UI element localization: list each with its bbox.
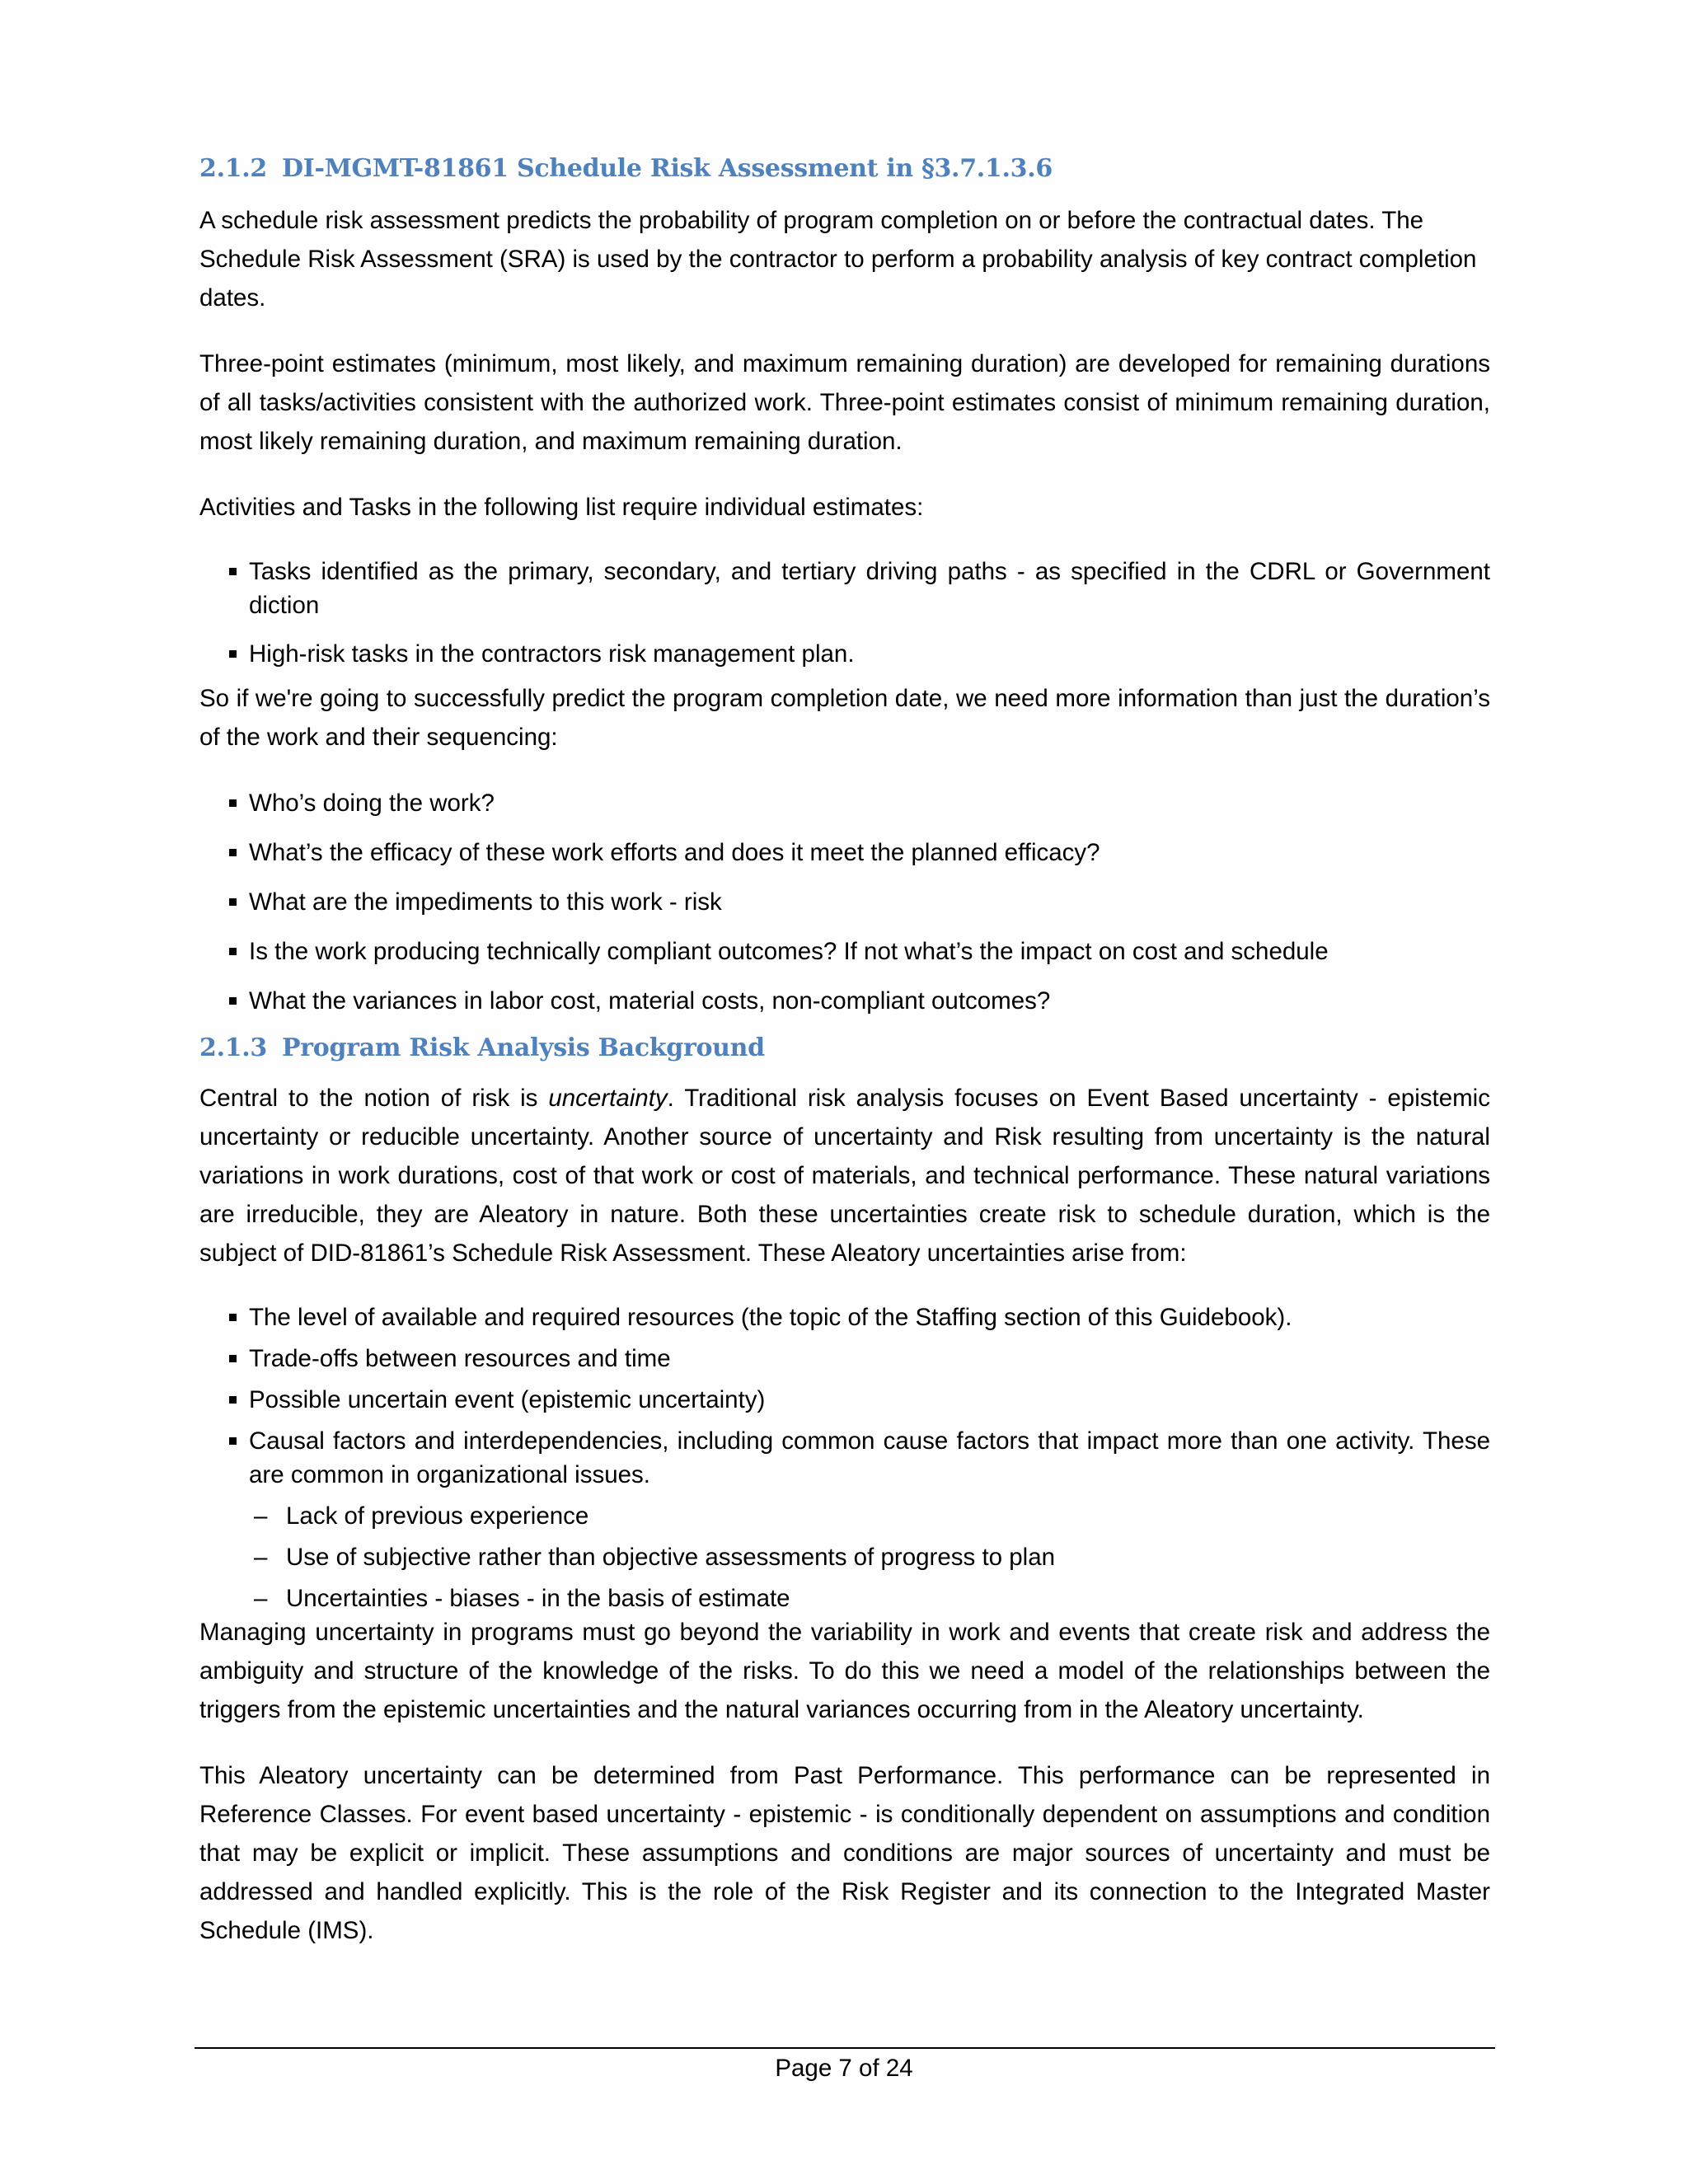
page-content (199, 147, 1490, 1950)
list-item: Is the work producing technically compliant outcomes? If not what’s the impact on cost and schedule (199, 935, 1490, 968)
bullet-list (199, 1301, 1490, 1492)
bullet-list (199, 786, 1490, 1018)
paragraph: So if we're going to successfully predict the program completion date, we need more information than just the duration’s of the work and their sequencing: (199, 685, 1490, 751)
footer-divider (195, 2047, 1495, 2049)
paragraph: Activities and Tasks in the following list require individual estimates: (199, 494, 924, 521)
list-item: High-risk tasks in the contractors risk management plan. (199, 637, 1490, 671)
text-run: . Traditional risk analysis focuses on Event Based uncertainty - epistemic uncertainty or reducible uncertainty. Another source of uncertainty and Risk resulting from uncertainty is the natural variations in work durations, cost of that work or cost of materials, and technical performance. These natural variations are irreducible, they are Aleatory in nature. Both these uncertainties create risk to schedule duration, which is the subject of DID-81861’s Schedule Risk Assessment. These Aleatory uncertainties arise from: (199, 1085, 1490, 1267)
italic-term: uncertainty (548, 1085, 668, 1112)
text-run: Central to the notion of risk is (199, 1085, 549, 1112)
section-title: DI-MGMT-81861 Schedule Risk Assessment in §3.7.1.3.6 (282, 154, 1053, 183)
paragraph: This Aleatory uncertainty can be determined from Past Performance. This performance can be represented in Reference Classes. For event based uncertainty - epistemic - is conditionally dependent on assumptions and condition that may be explicit or implicit. These assumptions and conditions are major sources of uncertainty and must be addressed and handled explicitly. This is the role of the Risk Register and its connection to the Integrated Master Schedule (IMS). (199, 1762, 1490, 1944)
section-number: 2.1.2 (199, 154, 268, 183)
list-item: Who’s doing the work? (199, 786, 1490, 820)
section-title: Program Risk Analysis Background (282, 1033, 765, 1062)
list-item: Tasks identified as the primary, secondary, and tertiary driving paths - as specified in the CDRL or Government diction (199, 555, 1490, 622)
paragraph: Managing uncertainty in programs must go beyond the variability in work and events that create risk and address the ambiguity and structure of the knowledge of the risks. To do this we need a model of the relationships between the triggers from the epistemic uncertainties and the natural variances occurring from in the Aleatory uncertainty. (199, 1619, 1490, 1723)
section-number: 2.1.3 (199, 1033, 268, 1062)
list-item: Trade-offs between resources and time (199, 1342, 1490, 1376)
sub-list (199, 1499, 1490, 1615)
bullet-list (199, 555, 1490, 671)
list-item: What the variances in labor cost, material costs, non-compliant outcomes? (199, 984, 1490, 1018)
list-item: Causal factors and interdependencies, including common cause factors that impact more than one activity. These are common in organizational issues. (199, 1424, 1490, 1492)
paragraph: Three-point estimates (minimum, most likely, and maximum remaining duration) are developed for remaining durations of all tasks/activities consistent with the authorized work. Three-point estimates consist of minimum remaining duration, most likely remaining duration, and maximum remaining duration. (199, 350, 1490, 455)
list-item: The level of available and required resources (the topic of the Staffing section of this Guidebook). (199, 1301, 1490, 1334)
list-item: What are the impediments to this work - risk (199, 885, 1490, 919)
sub-list-item: – Lack of previous experience (199, 1499, 1490, 1533)
section-heading-2-1-3 (199, 1028, 1490, 1069)
sub-list-item: – Use of subjective rather than objective assessments of progress to plan (199, 1540, 1490, 1574)
list-item: What’s the efficacy of these work efforts and does it meet the planned efficacy? (199, 836, 1490, 869)
section-heading-2-1-2 (199, 148, 1490, 190)
paragraph: A schedule risk assessment predicts the probability of program completion on or before the contractual dates. The Schedule Risk Assessment (SRA) is used by the contractor to perform a probability analysis of key contract completion dates. (199, 207, 1477, 312)
page-number: Page 7 of 24 (775, 2055, 913, 2082)
list-item: Possible uncertain event (epistemic uncertainty) (199, 1383, 1490, 1417)
paragraph (199, 1079, 1490, 1272)
sub-list-item: – Uncertainties - biases - in the basis of estimate (199, 1582, 1490, 1615)
